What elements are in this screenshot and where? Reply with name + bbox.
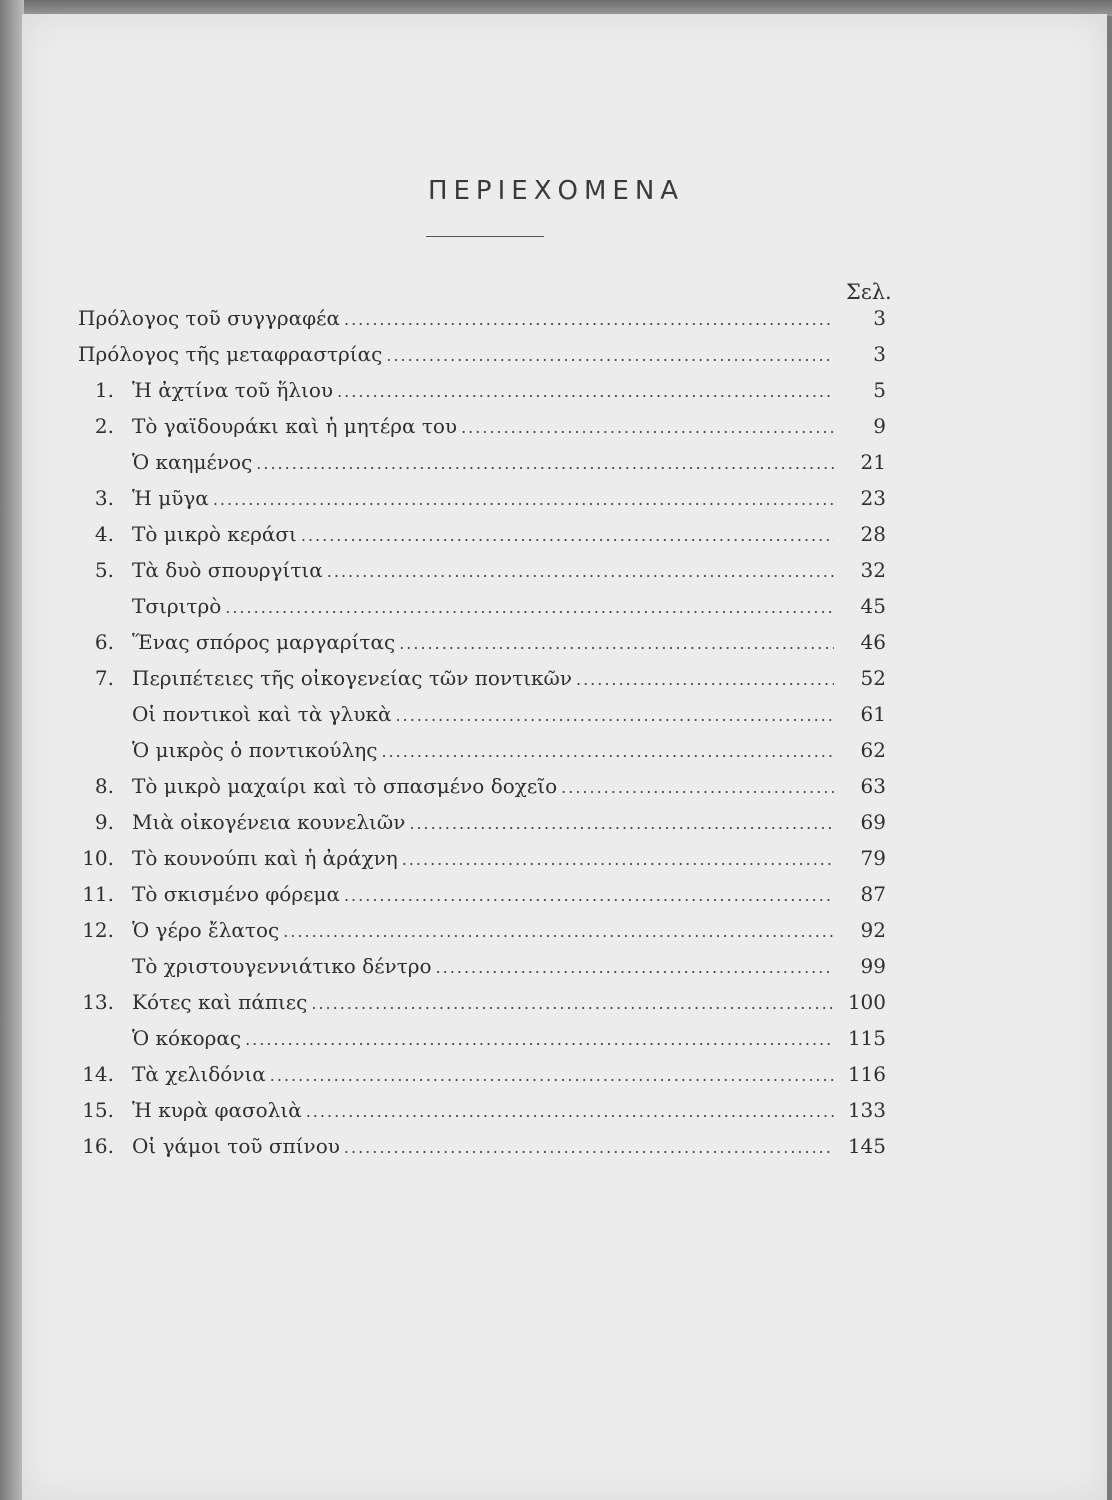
dot-leader	[409, 814, 834, 833]
toc-entry-page: 63	[860, 774, 886, 798]
toc-entry-title: Οἱ ποντικοὶ καὶ τὰ γλυκὰ	[132, 702, 392, 726]
toc-entry	[78, 882, 886, 918]
toc-entry-page: 100	[847, 990, 886, 1014]
toc-entry-page: 62	[860, 738, 886, 762]
toc-entry	[78, 522, 886, 558]
toc-entry-label-wrap	[132, 1026, 840, 1050]
toc-entry-title: Τὸ σκισμένο φόρεμα	[132, 882, 340, 906]
toc-entry	[78, 450, 886, 486]
toc-entry	[78, 306, 886, 342]
toc-entry-number: 12.	[82, 918, 114, 942]
dot-leader	[245, 1030, 834, 1049]
page-title: ΠΕΡΙΕΧΟΜΕΝΑ	[427, 176, 685, 206]
dot-leader	[344, 310, 834, 329]
toc-entry-label-wrap	[132, 630, 840, 654]
toc-entry-number: 6.	[94, 630, 114, 654]
toc-entry-title: Ἕνας σπόρος μαργαρίτας	[132, 630, 396, 654]
toc-entry-label-wrap	[132, 702, 840, 726]
toc-entry-label-wrap	[132, 846, 840, 870]
toc-entry-label-wrap	[132, 1098, 840, 1122]
toc-entry	[78, 774, 886, 810]
toc-entry-number: 5.	[94, 558, 114, 582]
dot-leader	[436, 958, 834, 977]
toc-entry-page: 79	[860, 846, 886, 870]
toc-entry-page: 28	[860, 522, 886, 546]
toc-entry-title: Περιπέτειες τῆς οἰκογενείας τῶν ποντικῶν	[132, 666, 572, 690]
page-column-label: Σελ.	[846, 280, 892, 304]
toc-entry-page: 133	[847, 1098, 886, 1122]
toc-entry-label-wrap	[132, 486, 840, 510]
toc-entry-title: Ὁ γέρο ἔλατος	[132, 918, 280, 942]
toc-entry-number: 11.	[82, 882, 114, 906]
dot-leader	[327, 562, 834, 581]
page-left-shadow	[0, 0, 24, 1500]
toc-entry-page: 92	[860, 918, 886, 942]
toc-entry-title: Τὰ χελιδόνια	[132, 1062, 266, 1086]
dot-leader	[461, 418, 834, 437]
toc-entry-page: 45	[860, 594, 886, 618]
toc-entry	[78, 918, 886, 954]
toc-entry-label-wrap	[132, 1134, 840, 1158]
toc-entry-page: 115	[847, 1026, 886, 1050]
dot-leader	[386, 346, 834, 365]
toc-entry-label-wrap	[78, 306, 840, 330]
toc-entry-title: Τσιριτρὸ	[132, 594, 222, 618]
dot-leader	[396, 706, 834, 725]
toc-entry-page: 9	[873, 414, 886, 438]
toc-entry-label-wrap	[132, 990, 840, 1014]
toc-entry-title: Τὰ δυὸ σπουργίτια	[132, 558, 323, 582]
toc-entry-page: 99	[860, 954, 886, 978]
toc-entry-number: 9.	[94, 810, 114, 834]
toc-entry	[78, 378, 886, 414]
toc-entry-title: Οἱ γάμοι τοῦ σπίνου	[132, 1134, 340, 1158]
toc-entry-label-wrap	[132, 954, 840, 978]
toc-entry-page: 32	[860, 558, 886, 582]
toc-entry-label-wrap	[132, 774, 840, 798]
toc-entry	[78, 1026, 886, 1062]
toc-entry-number: 7.	[94, 666, 114, 690]
toc-entry-page: 3	[873, 342, 886, 366]
toc-entry-title: Ὁ μικρὸς ὁ ποντικούλης	[132, 738, 378, 762]
toc-entry-number: 15.	[82, 1098, 114, 1122]
dot-leader	[225, 598, 834, 617]
toc-entry	[78, 486, 886, 522]
toc-entry-number: 16.	[82, 1134, 114, 1158]
toc-entry-page: 52	[860, 666, 886, 690]
toc-entry-number: 8.	[94, 774, 114, 798]
toc-entry-title: Κότες καὶ πάπιες	[132, 990, 308, 1014]
toc-entry-page: 61	[860, 702, 886, 726]
toc-entry	[78, 954, 886, 990]
dot-leader	[311, 994, 834, 1013]
toc-entry-label-wrap	[132, 414, 840, 438]
dot-leader	[283, 922, 834, 941]
toc-entry	[78, 738, 886, 774]
dot-leader	[270, 1066, 834, 1085]
dot-leader	[301, 526, 834, 545]
toc-entry-number: 10.	[82, 846, 114, 870]
title-divider	[426, 236, 544, 237]
dot-leader	[256, 454, 834, 473]
toc-entry	[78, 1062, 886, 1098]
toc-entry-title: Ὁ κόκορας	[132, 1026, 242, 1050]
toc-entry-title: Τὸ κουνούπι καὶ ἡ ἀράχνη	[132, 846, 398, 870]
dot-leader	[402, 850, 834, 869]
toc-entry	[78, 558, 886, 594]
toc-entry-title: Ἡ ἀχτίνα τοῦ ἥλιου	[132, 378, 334, 402]
toc-entry	[78, 630, 886, 666]
toc-entry-page: 116	[847, 1062, 886, 1086]
toc-entry-number: 3.	[94, 486, 114, 510]
toc-entry-number: 4.	[94, 522, 114, 546]
toc-entry	[78, 1098, 886, 1134]
toc-entry-title: Τὸ γαϊδουράκι καὶ ἡ μητέρα του	[132, 414, 458, 438]
toc-entry	[78, 414, 886, 450]
toc-entry-title: Τὸ μικρὸ κεράσι	[132, 522, 297, 546]
toc-entry-title: Μιὰ οἰκογένεια κουνελιῶν	[132, 810, 406, 834]
toc-entry-label-wrap	[132, 666, 840, 690]
dot-leader	[561, 778, 834, 797]
toc-entry-label-wrap	[132, 378, 840, 402]
toc-entry-title: Τὸ μικρὸ μαχαίρι καὶ τὸ σπασμένο δοχεῖο	[132, 774, 558, 798]
toc-entry-label-wrap	[132, 522, 840, 546]
toc-entry-page: 23	[860, 486, 886, 510]
toc-entry-title: Τὸ χριστουγεννιάτικο δέντρο	[132, 954, 432, 978]
toc-entry	[78, 990, 886, 1026]
toc-entry	[78, 666, 886, 702]
toc-entry-page: 21	[860, 450, 886, 474]
toc-entry-label-wrap	[78, 342, 840, 366]
dot-leader	[576, 670, 834, 689]
toc-entry	[78, 810, 886, 846]
toc-entry-number: 13.	[82, 990, 114, 1014]
toc-entry-page: 5	[873, 378, 886, 402]
toc-entry-label-wrap	[132, 810, 840, 834]
toc-entry-page: 46	[860, 630, 886, 654]
toc-entry-label-wrap	[132, 558, 840, 582]
toc-entry-number: 1.	[94, 378, 114, 402]
dot-leader	[381, 742, 834, 761]
dot-leader	[344, 1138, 834, 1157]
table-of-contents	[78, 306, 886, 1170]
toc-entry-title: Πρόλογος τοῦ συγγραφέα	[78, 306, 340, 330]
toc-entry-title: Πρόλογος τῆς μεταφραστρίας	[78, 342, 383, 366]
toc-entry	[78, 1134, 886, 1170]
toc-entry-label-wrap	[132, 594, 840, 618]
dot-leader	[344, 886, 834, 905]
toc-entry-label-wrap	[132, 882, 840, 906]
dot-leader	[337, 382, 834, 401]
toc-entry	[78, 342, 886, 378]
toc-entry-number: 2.	[94, 414, 114, 438]
dot-leader	[213, 490, 834, 509]
toc-entry	[78, 594, 886, 630]
toc-entry-label-wrap	[132, 738, 840, 762]
toc-entry	[78, 702, 886, 738]
toc-entry-title: Ὁ καημένος	[132, 450, 253, 474]
toc-entry-page: 87	[860, 882, 886, 906]
toc-entry-label-wrap	[132, 918, 840, 942]
toc-entry-page: 145	[847, 1134, 886, 1158]
toc-entry	[78, 846, 886, 882]
toc-entry-number: 14.	[82, 1062, 114, 1086]
dot-leader	[399, 634, 834, 653]
toc-entry-title: Ἡ μῦγα	[132, 486, 209, 510]
toc-entry-page: 3	[873, 306, 886, 330]
dot-leader	[306, 1102, 834, 1121]
toc-entry-page: 69	[860, 810, 886, 834]
toc-entry-label-wrap	[132, 1062, 840, 1086]
toc-entry-title: Ἡ κυρὰ φασολιὰ	[132, 1098, 302, 1122]
toc-entry-label-wrap	[132, 450, 840, 474]
